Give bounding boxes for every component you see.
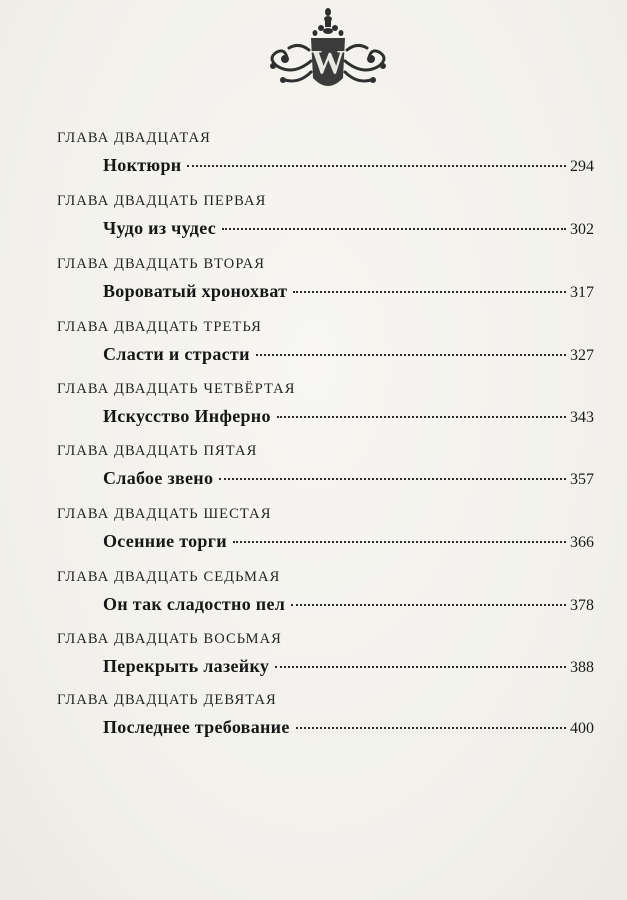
chapter-title: Вороватый хронохват bbox=[103, 281, 288, 301]
toc-title-row bbox=[103, 155, 594, 181]
page-number: 400 bbox=[570, 720, 594, 737]
chapter-title: Перекрыть лазейку bbox=[103, 656, 270, 676]
toc-title-row bbox=[103, 218, 594, 244]
chapter-label: ГЛАВА ДВАДЦАТЬ ТРЕТЬЯ bbox=[57, 319, 262, 335]
chapter-title: Осенние торги bbox=[103, 531, 227, 551]
chapter-label: ГЛАВА ДВАДЦАТЬ ВОСЬМАЯ bbox=[57, 631, 282, 647]
chapter-label: ГЛАВА ДВАДЦАТЬ ПЕРВАЯ bbox=[57, 193, 267, 209]
chapter-label: ГЛАВА ДВАДЦАТЬ ЧЕТВЁРТАЯ bbox=[57, 381, 296, 397]
toc-title-row bbox=[103, 656, 594, 682]
dot-leader bbox=[277, 415, 566, 418]
toc-entry bbox=[0, 381, 627, 444]
toc-title-row bbox=[103, 531, 594, 557]
dot-leader bbox=[275, 665, 566, 668]
chapter-title: Он так сладостно пел bbox=[103, 594, 286, 614]
chapter-label: ГЛАВА ДВАДЦАТЬ ВТОРАЯ bbox=[57, 256, 266, 272]
dot-leader bbox=[219, 477, 566, 480]
chapter-label: ГЛАВА ДВАДЦАТАЯ bbox=[57, 130, 211, 146]
chapter-title: Последнее требование bbox=[103, 717, 290, 737]
toc-title-row bbox=[103, 406, 594, 432]
page-number: 366 bbox=[570, 534, 594, 551]
chapter-label: ГЛАВА ДВАДЦАТЬ СЕДЬМАЯ bbox=[57, 569, 281, 585]
toc-title-row bbox=[103, 468, 594, 494]
dot-leader bbox=[187, 164, 566, 167]
chapter-title: Искусство Инферно bbox=[103, 406, 271, 426]
page-number: 343 bbox=[570, 409, 594, 426]
dot-leader bbox=[233, 540, 566, 543]
chapter-title: Сласти и страсти bbox=[103, 344, 250, 364]
toc-title-row bbox=[103, 594, 594, 620]
page-number: 388 bbox=[570, 659, 594, 676]
dot-leader bbox=[222, 227, 566, 230]
page-number: 302 bbox=[570, 221, 594, 238]
toc-entry bbox=[0, 631, 627, 694]
dot-leader bbox=[291, 603, 566, 606]
toc-title-row bbox=[103, 717, 594, 743]
svg-text:W: W bbox=[311, 44, 345, 81]
toc-entry bbox=[0, 443, 627, 506]
chapter-label: ГЛАВА ДВАДЦАТЬ ШЕСТАЯ bbox=[57, 506, 272, 522]
toc-entry bbox=[0, 256, 627, 319]
chapter-title: Чудо из чудес bbox=[103, 218, 217, 238]
dot-leader bbox=[296, 726, 566, 729]
toc-entry bbox=[0, 193, 627, 256]
toc-entry bbox=[0, 692, 627, 755]
toc-entry bbox=[0, 569, 627, 632]
toc-title-row bbox=[103, 344, 594, 370]
dot-leader bbox=[256, 353, 566, 356]
page-number: 378 bbox=[570, 597, 594, 614]
chapter-label: ГЛАВА ДВАДЦАТЬ ПЯТАЯ bbox=[57, 443, 258, 459]
dot-leader bbox=[293, 290, 566, 293]
page-number: 317 bbox=[570, 284, 594, 301]
page-number: 327 bbox=[570, 347, 594, 364]
chapter-label: ГЛАВА ДВАДЦАТЬ ДЕВЯТАЯ bbox=[57, 692, 277, 708]
chapter-title: Ноктюрн bbox=[103, 155, 182, 175]
toc-entry bbox=[0, 506, 627, 569]
toc-title-row bbox=[103, 281, 594, 307]
w-monogram-ornament-icon bbox=[263, 6, 393, 96]
page-number: 294 bbox=[570, 158, 594, 175]
page-number: 357 bbox=[570, 471, 594, 488]
toc-entry bbox=[0, 130, 627, 193]
chapter-title: Слабое звено bbox=[103, 468, 214, 488]
toc-entry bbox=[0, 319, 627, 382]
